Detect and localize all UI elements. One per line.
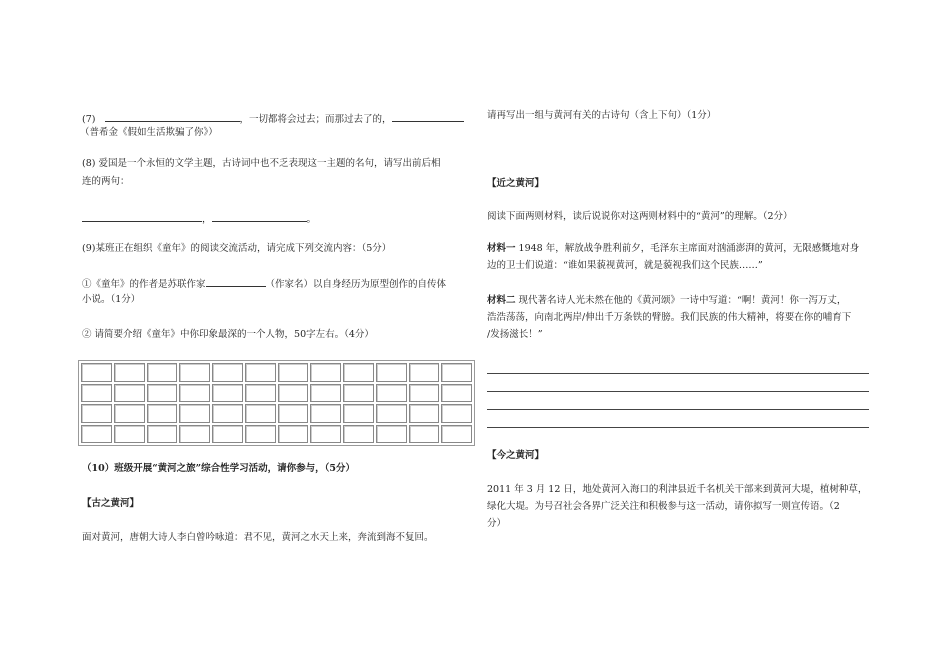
- modern-heading: 【近之黄河】: [487, 178, 545, 189]
- grid-cell[interactable]: [441, 363, 472, 382]
- grid-cell[interactable]: [278, 363, 309, 382]
- answer-line-3[interactable]: [487, 409, 869, 410]
- grid-cell[interactable]: [114, 404, 145, 423]
- answer-line-4[interactable]: [487, 427, 869, 428]
- q7-source: （普希金《假如生活欺骗了你》）: [80, 127, 218, 138]
- material-1-label: 材料一: [487, 243, 516, 254]
- grid-cell[interactable]: [376, 404, 407, 423]
- writing-grid[interactable]: [78, 360, 475, 446]
- q9-1-blank[interactable]: [206, 277, 266, 287]
- q8-blank-2[interactable]: [212, 212, 307, 222]
- grid-cell[interactable]: [343, 363, 374, 382]
- grid-cell[interactable]: [376, 363, 407, 382]
- grid-cell[interactable]: [81, 425, 112, 444]
- material-1-line2: 边的卫士们说道：“谁如果藐视黄河，就是藐视我们这个民族……”: [487, 260, 763, 271]
- material-2-line1: [487, 295, 846, 307]
- grid-cell[interactable]: [441, 384, 472, 403]
- grid-cell[interactable]: [245, 425, 276, 444]
- grid-cell[interactable]: [212, 384, 243, 403]
- today-heading: 【今之黄河】: [487, 450, 545, 461]
- today-line3: 分）: [487, 518, 507, 529]
- grid-cell[interactable]: [147, 363, 178, 382]
- q9-2: ② 请简要介绍《童年》中你印象最深的一个人物，50字左右。（4分）: [82, 329, 374, 340]
- grid-cell[interactable]: [278, 425, 309, 444]
- grid-cell[interactable]: [409, 363, 440, 382]
- grid-cell[interactable]: [343, 384, 374, 403]
- q9-1-prefix: ①《童年》的作者是苏联作家: [82, 279, 206, 290]
- grid-cell[interactable]: [245, 404, 276, 423]
- material-1-line1: [487, 243, 859, 255]
- grid-cell[interactable]: [310, 404, 341, 423]
- grid-cell[interactable]: [81, 404, 112, 423]
- grid-cell[interactable]: [212, 425, 243, 444]
- q7-blank-2[interactable]: [392, 112, 464, 122]
- answer-line-2[interactable]: [487, 391, 869, 392]
- grid-cell[interactable]: [343, 425, 374, 444]
- material-1-text1: 1948 年，解放战争胜利前夕，毛泽东主席面对汹涌澎湃的黄河，无限感慨地对身: [515, 243, 860, 254]
- material-2-label: 材料二: [487, 295, 516, 306]
- today-line1: 2011 年 3 月 12 日，地处黄河入海口的利津县近千名机关干部来到黄河大堤，植树种草，: [487, 484, 868, 495]
- writing-grid-cells: [81, 363, 472, 443]
- grid-cell[interactable]: [409, 384, 440, 403]
- grid-cell[interactable]: [179, 404, 210, 423]
- grid-cell[interactable]: [376, 425, 407, 444]
- grid-cell[interactable]: [81, 363, 112, 382]
- material-2-line2: 浩浩荡荡，向南北两岸/伸出千万条铁的臂膀。我们民族的伟大精神，将要在你的哺育下: [487, 312, 852, 323]
- q9-1-suffix: （作家名）以自身经历为原型创作的自传体: [265, 279, 447, 290]
- q9-1-line2: 小说。（1分）: [82, 294, 141, 305]
- q8-line2: 连的两句：: [82, 176, 130, 187]
- grid-cell[interactable]: [441, 425, 472, 444]
- grid-cell[interactable]: [245, 384, 276, 403]
- grid-cell[interactable]: [310, 384, 341, 403]
- q8-line1: (8) 爱国是一个永恒的文学主题，古诗词中也不乏表现这一主题的名句，请写出前后相: [82, 158, 441, 169]
- ancient-heading: 【古之黄河】: [82, 498, 140, 509]
- grid-cell[interactable]: [343, 404, 374, 423]
- grid-cell[interactable]: [114, 425, 145, 444]
- poem-request: 请再写出一组与黄河有关的古诗句（含上下句）（1分）: [487, 110, 717, 121]
- q8-sep: ，: [202, 214, 212, 225]
- grid-cell[interactable]: [245, 363, 276, 382]
- grid-cell[interactable]: [179, 363, 210, 382]
- material-2-line3: /发扬滋长！”: [487, 329, 543, 340]
- grid-cell[interactable]: [409, 404, 440, 423]
- q8-end: 。: [306, 214, 317, 225]
- grid-cell[interactable]: [179, 384, 210, 403]
- grid-cell[interactable]: [409, 425, 440, 444]
- grid-cell[interactable]: [310, 363, 341, 382]
- grid-cell[interactable]: [81, 384, 112, 403]
- q8-answer-line: [82, 212, 316, 226]
- grid-cell[interactable]: [278, 384, 309, 403]
- grid-cell[interactable]: [212, 363, 243, 382]
- grid-cell[interactable]: [114, 363, 145, 382]
- q9-title: (9)某班正在组织《童年》的阅读交流活动，请完成下列交流内容：（5分）: [82, 243, 392, 254]
- grid-cell[interactable]: [441, 404, 472, 423]
- grid-cell[interactable]: [114, 384, 145, 403]
- q8-blank-1[interactable]: [82, 212, 202, 222]
- grid-cell[interactable]: [310, 425, 341, 444]
- q7-line: [82, 112, 464, 126]
- q7-blank-1[interactable]: [105, 112, 240, 122]
- material-2-text1: 现代著名诗人光未然在他的《黄河颂》一诗中写道：“啊！黄河！你一泻万丈，: [515, 295, 847, 306]
- grid-cell[interactable]: [212, 404, 243, 423]
- grid-cell[interactable]: [278, 404, 309, 423]
- grid-cell[interactable]: [376, 384, 407, 403]
- q10-title: （10）班级开展“黄河之旅”综合性学习活动，请你参与，（5分）: [82, 463, 356, 474]
- grid-cell[interactable]: [147, 404, 178, 423]
- modern-intro: 阅读下面两则材料，读后说说你对这两则材料中的“黄河”的理解。（2分）: [487, 211, 793, 222]
- grid-cell[interactable]: [179, 425, 210, 444]
- q7-mid: ，一切都将会过去；而那过去了的，: [239, 114, 392, 125]
- ancient-text: 面对黄河，唐朝大诗人李白曾吟咏道：君不见，黄河之水天上来，奔流到海不复回。: [82, 532, 434, 543]
- answer-line-1[interactable]: [487, 373, 869, 374]
- today-line2: 绿化大堤。为号召社会各界广泛关注和积极参与这一活动，请你拟写一则宣传语。（2: [487, 501, 840, 512]
- q7-prefix: (7): [82, 114, 96, 125]
- grid-cell[interactable]: [147, 384, 178, 403]
- grid-cell[interactable]: [147, 425, 178, 444]
- q9-1-line: [82, 277, 446, 291]
